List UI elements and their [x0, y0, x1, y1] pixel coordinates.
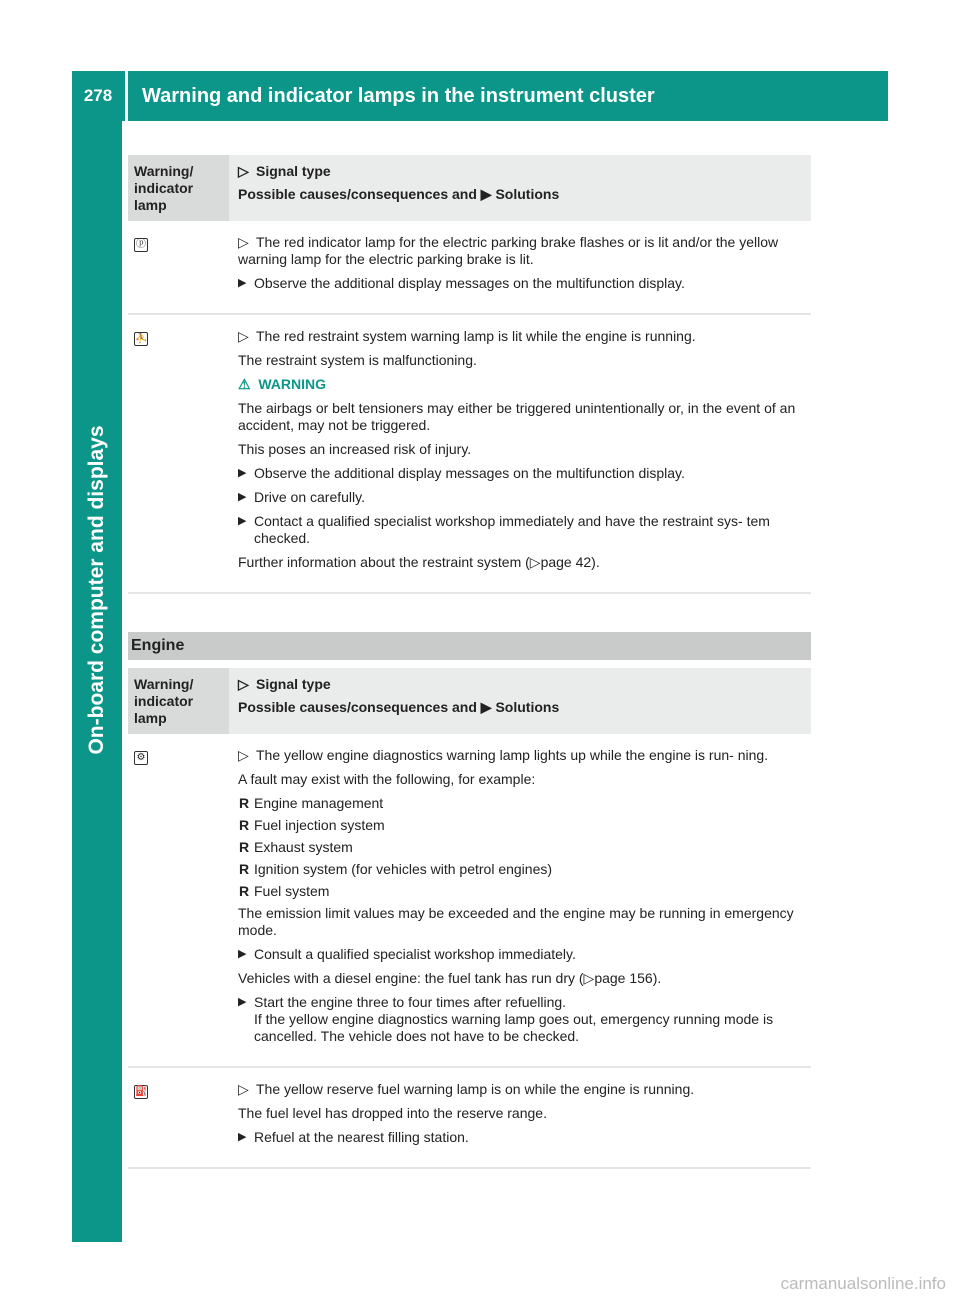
action-item: ▶ Contact a qualified specialist workshop immediately and have the restraint sys- tem checked. — [238, 513, 811, 547]
table-header — [128, 668, 811, 734]
solutions-icon: ▶ — [480, 699, 492, 715]
solutions-icon: ▶ — [480, 186, 492, 202]
signal-type-icon: ▷ — [238, 234, 249, 250]
content — [128, 155, 811, 1169]
list-item: R Engine management — [238, 795, 811, 812]
parking-brake-icon: ⓟ — [136, 239, 146, 250]
action-item: ▶ Start the engine three to four times after refuelling. If the yellow engine diagnostics warning lamp goes out, emergency running mode is cancelled. The vehicle does not have to be checked. — [238, 994, 811, 1045]
col-signal-header: ▷ Signal type Possible causes/consequences and ▶ Solutions — [238, 676, 560, 715]
header-divider — [125, 71, 128, 121]
col-lamp-header: Warning/ indicator lamp — [128, 155, 229, 221]
page-reference[interactable]: page 156). — [594, 970, 662, 986]
signal-type-icon: ▷ — [238, 1081, 249, 1097]
fuel-reserve-icon: ⛽ — [135, 1086, 148, 1097]
warning-triangle-icon: ⚠ — [238, 376, 251, 392]
signal-type-icon: ▷ — [238, 747, 249, 763]
watermark: carmanualsonline.info — [780, 1274, 946, 1293]
page-ref-icon: ▷ — [583, 970, 595, 986]
signal-type-icon: ▷ — [238, 328, 249, 344]
signal-type-icon: ▷ — [238, 163, 249, 179]
list-item: R Fuel injection system — [238, 817, 811, 834]
list-item: R Ignition system (for vehicles with petrol engines) — [238, 861, 811, 878]
action-item: ▶ Observe the additional display messages on the multifunction display. — [238, 275, 811, 292]
page-title: Warning and indicator lamps in the instrument cluster — [142, 85, 655, 107]
table-row: ⓟ ▷ The red indicator lamp for the electric parking brake flashes or is lit and/or the yellow warning lamp for the electric parking brake is lit. ▶ Observe the additional display messages on the multifunction display. — [128, 221, 811, 315]
action-item: ▶ Drive on carefully. — [238, 489, 811, 506]
engine-diagnostics-icon: ⚙ — [134, 751, 148, 765]
signal-type-icon: ▷ — [238, 676, 249, 692]
page-ref-icon: ▷ — [529, 554, 541, 570]
col-lamp-header: Warning/ indicator lamp — [128, 668, 229, 734]
action-item: ▶ Consult a qualified specialist workshop immediately. — [238, 946, 811, 963]
table-header — [128, 155, 811, 221]
side-tab-label: On-board computer and displays — [85, 425, 108, 755]
page-header — [72, 71, 888, 121]
table-row: ⚙ ▷ The yellow engine diagnostics warning lamp lights up while the engine is run- ning. A fault may exist with the following, for example: R Engine management R Fuel injection system R Exhaust system R Ignition system (for vehicles with petrol engines) R Fuel system The emission limit values may be exceeded and the engine may be running in emergency mode. ▶ Consult a qualified specialist workshop immediately. Vehicles with a diesel engine: the fuel tank has run dry (▷page 156). ▶ Start the engine three to four times after refuelling. If the yellow engine diagnostics warning lamp goes out, emergency running mode is cancelled. The vehicle does not have to be checked. — [128, 734, 811, 1068]
action-item: ▶ Refuel at the nearest filling station. — [238, 1129, 811, 1146]
table-row: ⛽ ▷ The yellow reserve fuel warning lamp is on while the engine is running. The fuel level has dropped into the reserve range. ▶ Refuel at the nearest filling station. — [128, 1068, 811, 1169]
restraint-system-icon: ⛹ — [135, 333, 148, 344]
col-signal-header: ▷ Signal type Possible causes/consequences and ▶ Solutions — [238, 163, 560, 202]
page-reference[interactable]: page 42). — [540, 554, 600, 570]
table-row: ⛹ ▷ The red restraint system warning lamp is lit while the engine is running. The restraint system is malfunctioning. ⚠ WARNING The airbags or belt tensioners may either be triggered unintentionally or, in the event of an accident, may not be triggered. This poses an increased risk of injury. ▶ Observe the additional display messages on the multifunction display. ▶ Drive on carefully. ▶ Contact a qualified specialist workshop immediately and have the restraint sys- tem checked. Further information about the restraint system (▷page 42). — [128, 315, 811, 594]
section-title: Engine — [128, 632, 811, 660]
list-item: R Fuel system — [238, 883, 811, 900]
page-number: 278 — [83, 86, 113, 105]
list-item: R Exhaust system — [238, 839, 811, 856]
action-item: ▶ Observe the additional display messages on the multifunction display. — [238, 465, 811, 482]
